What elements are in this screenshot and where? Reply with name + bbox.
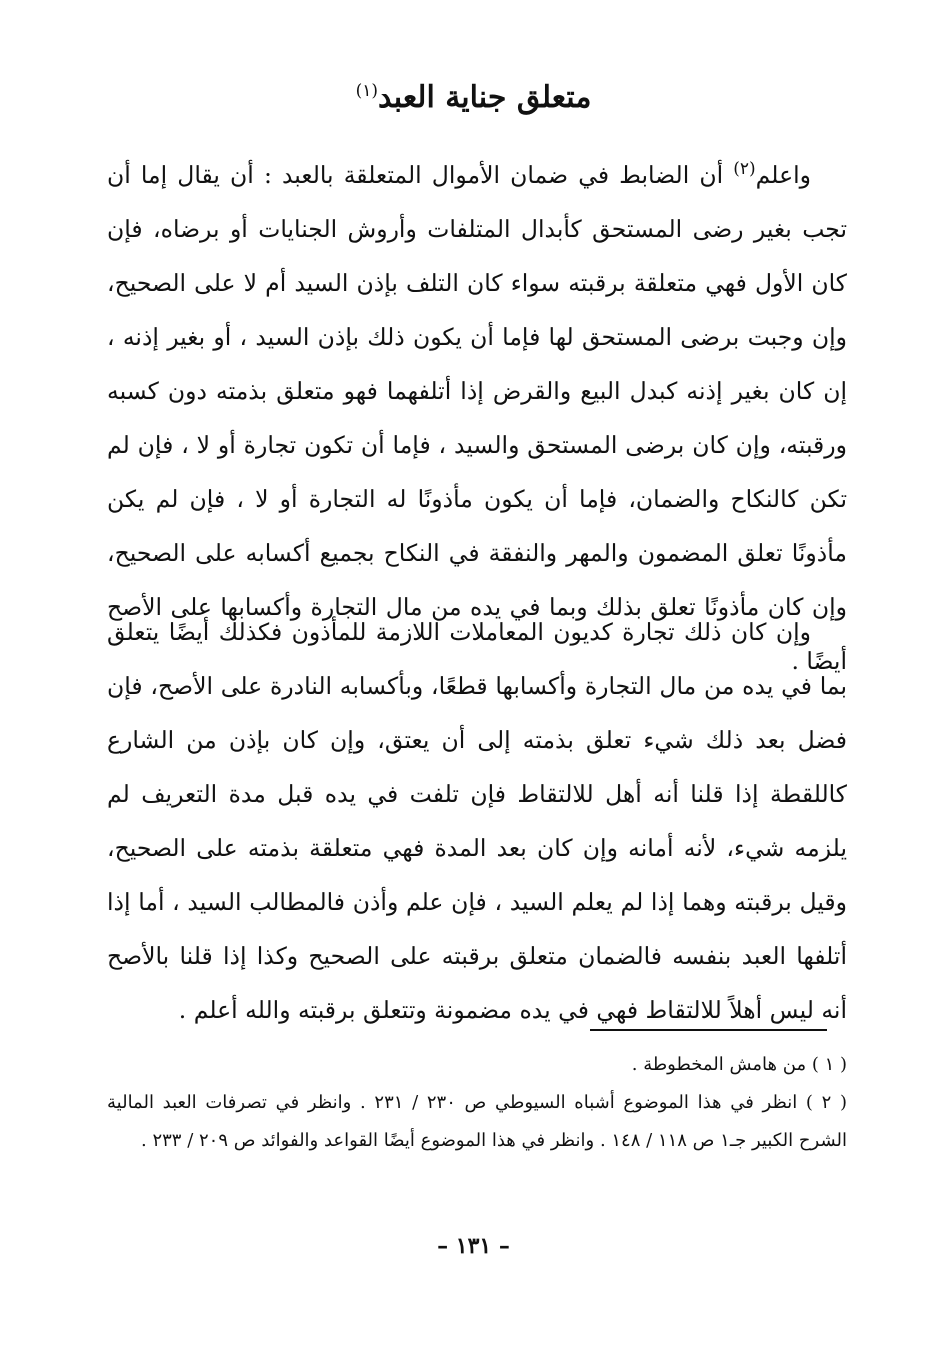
title-footnote-ref: (١) (355, 81, 379, 101)
paragraph-1-lead: واعلم (755, 161, 811, 189)
paragraph-1-footnote-ref: (٢) (733, 159, 756, 180)
paragraph-1-text: أن الضابط في ضمان الأموال المتعلقة بالعبد : أن يقال إما أن تجب بغير رضى المستحق كأبدال المتلفات وأروش الجنايات أو برضاه، فإن كان الأول فهي متعلقة برقبته سواء كان التلف بإذن السيد أم لا على الصحيح، وإن وجبت برضى المستحق لها فإما أن يكون ذلك بإذن السيد ، أو بغير إذنه ، إن كان بغير إذنه كبدل البيع والقرض إذا أتلفهما فهو متعلق بذمته دون كسبه ورقبته، وإن كان برضى المستحق والسيد ، فإما أن تكون تجارة أو لا ، فإن لم تكن كالنكاح والضمان، فإما أن يكون مأذونًا له التجارة أو لا ، فإن لم يكن مأذونًا تعلق المضمون والمهر والنفقة في النكاح بجميع أكسابه على الصحيح، وإن كان مأذونًا تعلق بذلك وبما في يده من مال التجارة وأكسابها على الأصح أيضًا . (107, 161, 847, 675)
paragraph-2 (107, 605, 847, 1037)
page-number: – ١٣١ – (437, 1233, 510, 1259)
paragraph-2-text: وإن كان ذلك تجارة كديون المعاملات اللازمة للمأذون فكذلك أيضًا يتعلق بما في يده من مال التجارة وأكسابها قطعًا، وبأكسابه النادرة على الأصح، فإن فضل بعد ذلك شيء تعلق بذمته إلى أن يعتق، وإن كان بإذن من الشارع كاللقطة إذا قلنا أنه أهل للالتقاط فإن تلفت في يده قبل مدة التعريف لم يلزمه شيء، لأنه أمانه وإن كان بعد المدة فهي متعلقة بذمته على الصحيح، وقيل برقبته وهما إذا لم يعلم السيد ، فإن علم وأذن فالمطالب السيد ، أما إذا أتلفها العبد بنفسه فالضمان متعلق برقبته على الصحيح وكذا إذا قلنا بالأصح أنه ليس أهلاً للالتقاط فهي في يده مضمونة وتتعلق برقبته والله أعلم . (107, 618, 847, 1024)
title-text: متعلق جناية العبد (378, 80, 592, 115)
footnotes (107, 1046, 847, 1160)
footnote-1: ( ١ ) من هامش المخطوطة . (631, 1054, 847, 1075)
footnote-divider (590, 1029, 827, 1031)
page-title (0, 78, 947, 118)
footnote-2: ( ٢ ) انظر في هذا الموضوع أشباه السيوطي ص ٢٣٠ / ٢٣١ . وانظر في تصرفات العبد المالية الشرح الكبير جـ١ ص ١١٨ / ١٤٨ . وانظر في هذا الموضوع أيضًا القواعد والفوائد ص ٢٠٩ / ٢٣٣ . (107, 1092, 847, 1151)
